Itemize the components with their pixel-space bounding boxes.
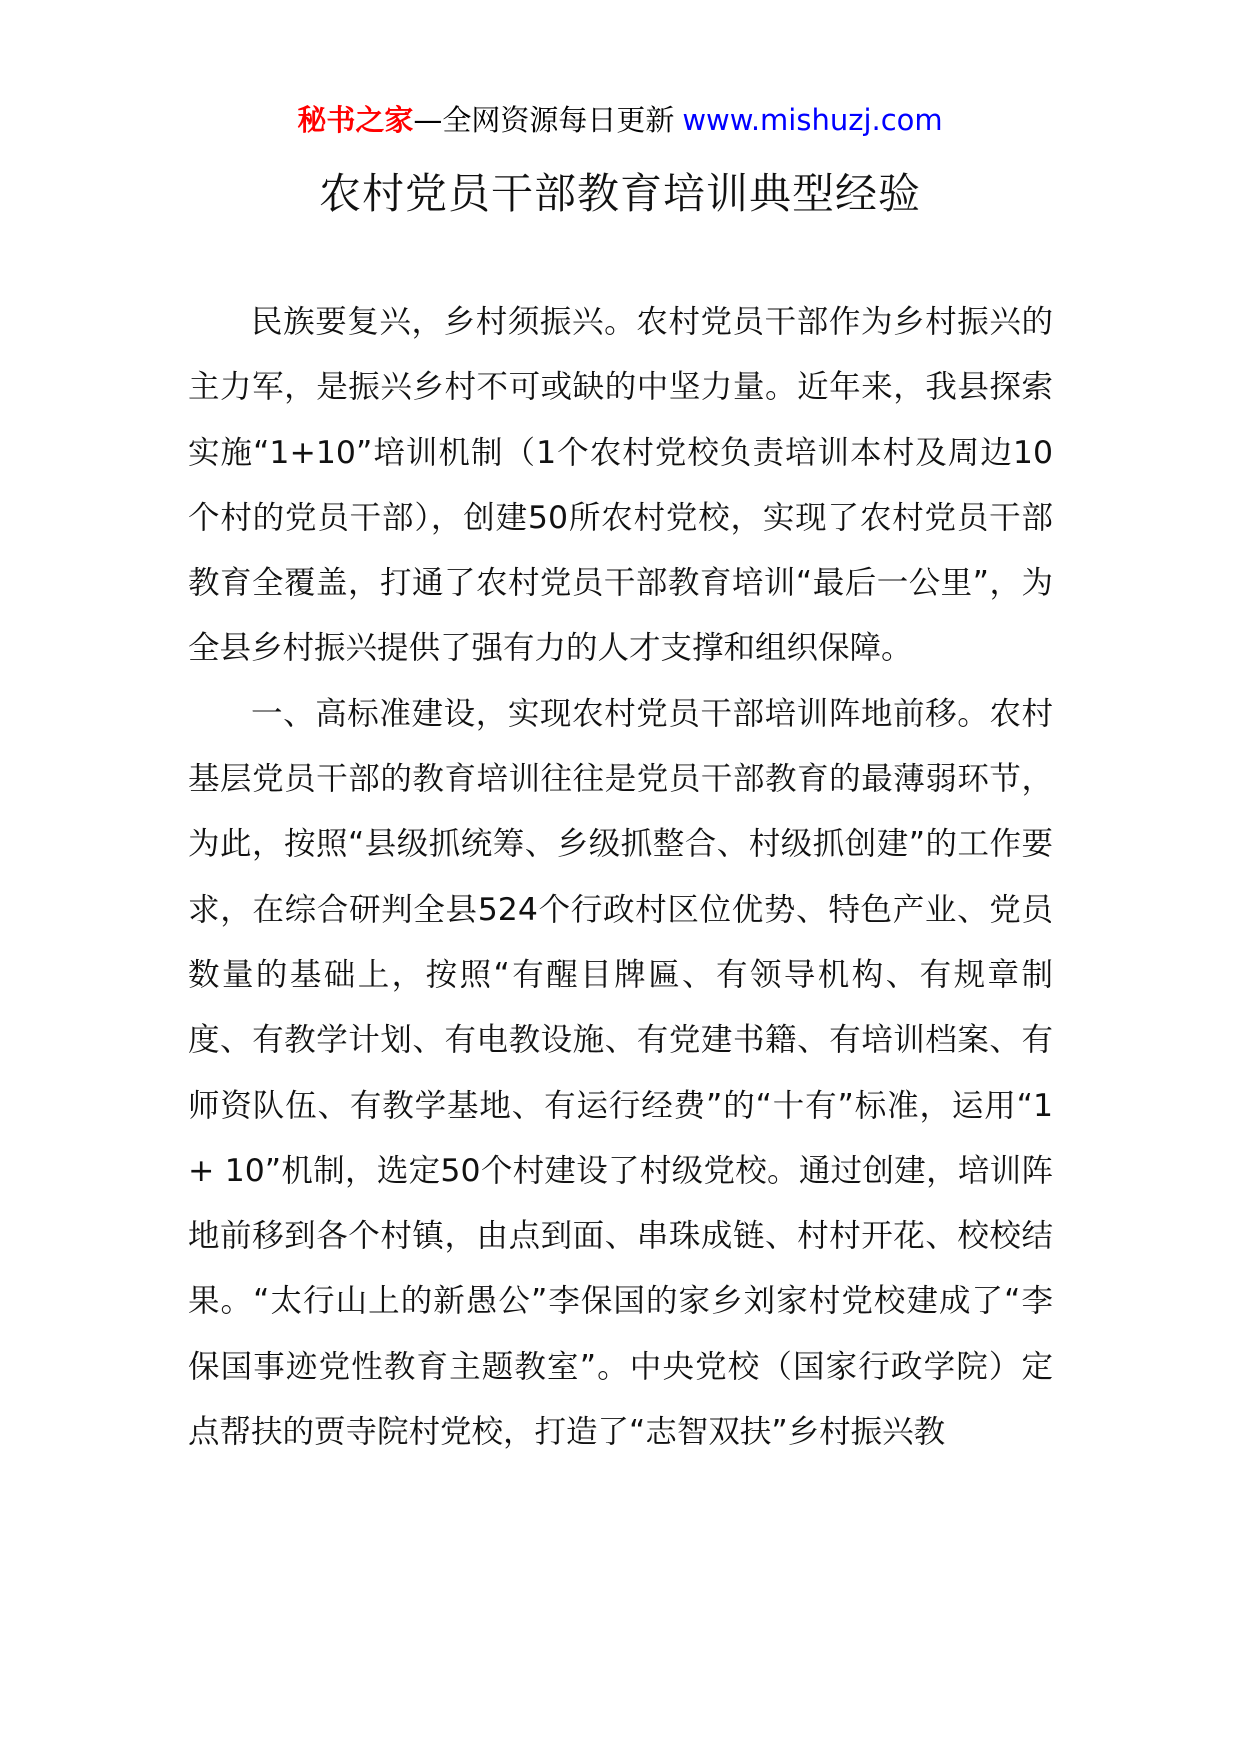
paragraph-section-one: 一、高标准建设，实现农村党员干部培训阵地前移。农村基层党员干部的教育培训往往是党员干部教育的最薄弱环节，为此，按照“县级抓统筹、乡级抓整合、村级抓创建”的工作要求，在综合研判全县524个行政村区位优势、特色产业、党员数量的基础上，按照“有醒目牌匾、有领导机构、有规章制度、有教学计划、有电教设施、有党建书籍、有培训档案、有师资队伍、有教学基地、有运行经费”的“十有”标准，运用“1+ 10”机制，选定50个村建设了村级党校。通过创建，培训阵地前移到各个村镇，由点到面、串珠成链、村村开花、校校结果。“太行山上的新愚公”李保国的家乡刘家村党校建成了“李保国事迹党性教育主题教室”。中央党校（国家行政学院）定点帮扶的贾寺院村党校，打造了“志智双扶”乡村振兴教 [188,695,1053,1451]
document-title: 农村党员干部教育培训典型经验 [318,169,921,218]
site-watermark-header [0,100,1240,140]
watermark-tagline: —全网资源每日更新 [413,103,675,137]
watermark-url-link[interactable]: www.mishuzj.com [682,103,943,137]
paragraph-intro: 民族要复兴，乡村须振兴。农村党员干部作为乡村振兴的主力军，是振兴乡村不可或缺的中坚力量。近年来，我县探索实施“1+10”培训机制（1个农村党校负责培训本村及周边10个村的党员干部），创建50所农村党校，实现了农村党员干部教育全覆盖，打通了农村党员干部教育培训“最后一公里”，为全县乡村振兴提供了强有力的人才支撑和组织保障。 [188,304,1053,667]
document-body [188,290,1053,1465]
watermark-brand: 秘书之家 [297,103,414,137]
